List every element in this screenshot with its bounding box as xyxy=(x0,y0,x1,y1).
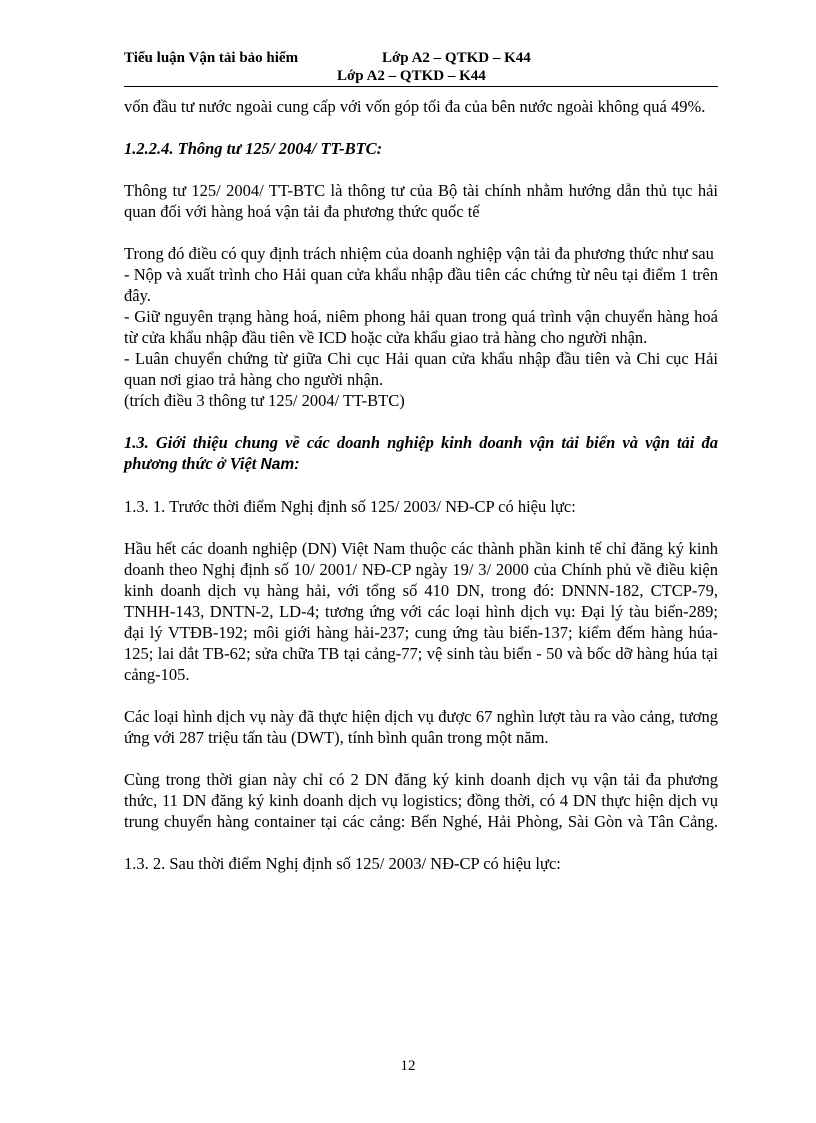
heading-13-tail: Nam: xyxy=(260,456,300,473)
page-body xyxy=(124,96,718,874)
heading-131: 1.3. 1. Trước thời điểm Nghị định số 125/ 2003/ NĐ-CP có hiệu lực: xyxy=(124,497,576,516)
page-number: 12 xyxy=(400,1058,416,1074)
heading-1224: 1.2.2.4. Thông tư 125/ 2004/ TT-BTC: xyxy=(124,139,383,158)
paragraph-circular: Thông tư 125/ 2004/ TT-BTC là thông tư của Bộ tài chính nhằm hướng dẫn thủ tục hải quan đối với hàng hoá vận tải đa phương thức quốc tế xyxy=(124,181,718,221)
citation: (trích điều 3 thông tư 125/ 2004/ TT-BTC) xyxy=(124,391,405,410)
bullet-2: - Giữ nguyên trạng hàng hoá, niêm phong hải quan trong quá trình vận chuyển hàng hoá từ cửa khẩu nhập đầu tiên về ICD hoặc cửa khẩu giao trả hàng cho người nhận. xyxy=(124,307,718,347)
paragraph-responsibility: Trong đó điều có quy định trách nhiệm của doanh nghiệp vận tải đa phương thức như sau xyxy=(124,244,714,263)
header-title: Tiểu luận Vận tải bảo hiểm xyxy=(124,50,299,66)
paragraph-same-time: Cùng trong thời gian này chỉ có 2 DN đăng ký kinh doanh dịch vụ vận tải đa phương thức, 11 DN đăng ký kinh doanh dịch vụ logistics; đồng thời, có 4 DN thực hiện dịch vụ trung chuyển hàng container tại các cảng: Bến Nghé, Hải Phòng, Sài Gòn và Tân Cảng. xyxy=(124,770,718,831)
bullet-3: - Luân chuyển chứng từ giữa Chi cục Hải quan cửa khẩu nhập đầu tiên và Chi cục Hải quan nơi giao trả hàng cho người nhận. xyxy=(124,349,718,389)
bullet-1: - Nộp và xuất trình cho Hải quan cửa khẩu nhập đầu tiên các chứng từ nêu tại điểm 1 trên đây. xyxy=(124,265,718,305)
paragraph-services: Các loại hình dịch vụ này đã thực hiện dịch vụ được 67 nghìn lượt tàu ra vào cảng, tương ứng với 287 triệu tấn tàu (DWT), tính bình quân trong một năm. xyxy=(124,707,718,747)
header-class-code-repeat: Lớp A2 – QTKD – K44 xyxy=(337,68,486,84)
page-header xyxy=(124,50,718,87)
heading-13 xyxy=(124,432,718,475)
heading-132: 1.3. 2. Sau thời điểm Nghị định số 125/ 2003/ NĐ-CP có hiệu lực: xyxy=(124,854,561,873)
header-class-code: Lớp A2 – QTKD – K44 xyxy=(382,50,531,66)
paragraph-intro: vốn đầu tư nước ngoài cung cấp với vốn góp tối đa của bên nước ngoài không quá 49%. xyxy=(124,97,706,116)
paragraph-before-decree: Hầu hết các doanh nghiệp (DN) Việt Nam thuộc các thành phần kinh tế chỉ đăng ký kinh doanh theo Nghị định số 10/ 2001/ NĐ-CP ngày 19/ 3/ 2000 của Chính phủ về điều kiện kinh doanh dịch vụ hàng hải, với tổng số 410 DN, trong đó: DNNN-182, CTCP-79, TNHH-143, DNTN-2, LD-4; tương ứng với các loại hình dịch vụ: Đại lý tàu biển-289; đại lý VTĐB-192; môi giới hàng hải-237; cung ứng tàu biển-137; kiểm đếm hàng húa-125; lai dắt TB-62; sửa chữa TB tại cảng-77; vệ sinh tàu biển - 50 và bốc dỡ hàng húa tại cảng-105. xyxy=(124,539,718,684)
heading-13-main: 1.3. Giới thiệu chung về các doanh nghiệp kinh doanh vận tải biển và vận tải đa phương thức ở Việt xyxy=(124,433,718,473)
